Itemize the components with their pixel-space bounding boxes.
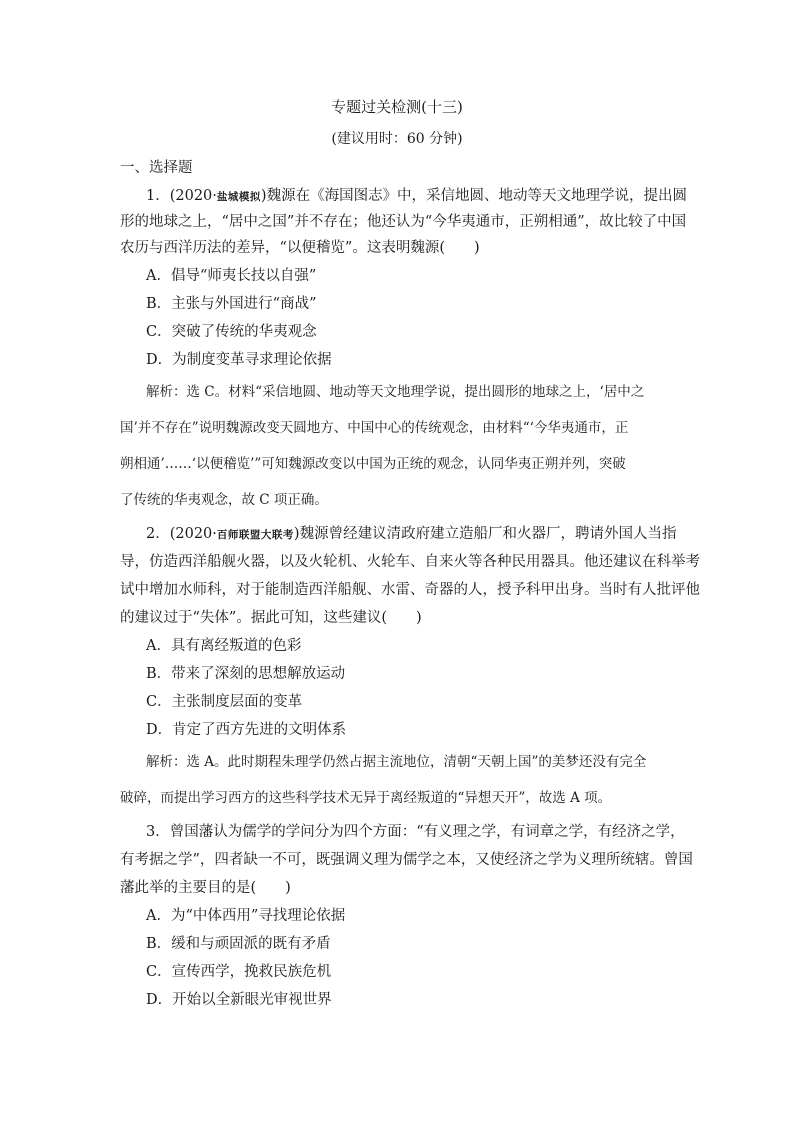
- question-1-line-3: 农历与西洋历法的差异，“以便稽览”。这表明魏源( ): [120, 240, 480, 256]
- question-1-analysis-line-4: 了传统的华夷观念，故 C 项正确。: [120, 492, 328, 508]
- question-1-source: 盐城模拟: [216, 191, 261, 203]
- question-3-line-1: 3．曾国藩认为儒学的学问分为四个方面：“有义理之学，有词章之学，有经济之学，: [146, 824, 685, 840]
- section-heading: 一、选择题: [120, 160, 193, 176]
- question-2-option-c: C．主张制度层面的变革: [146, 694, 303, 710]
- question-2-line-1: [146, 524, 677, 545]
- question-2-line-4: 的建议过于“失体”。据此可知，这些建议( ): [120, 610, 422, 626]
- question-2-number: 2．(2020·: [146, 526, 217, 542]
- question-1-option-a: A．倡导“师夷长技以自强”: [146, 268, 317, 284]
- question-3-option-a: A．为“中体西用”寻找理论依据: [146, 908, 346, 924]
- question-3-line-3: 藩此举的主要目的是( ): [120, 880, 291, 896]
- question-1-line-2: 形的地球之上，“居中之国”并不存在；他还认为“今华夷通市，正朔相通”，故比较了中国: [120, 214, 687, 230]
- question-3-line-2: 有考据之学”，四者缺一不可，既强调义理为儒学之本，又使经济之学为义理所统辖。曾国: [120, 852, 693, 868]
- question-1-analysis-line-3: 朔相通’……‘以便稽览’”可知魏源改变以中国为正统的观念，认同华夷正朔并列，突破: [120, 456, 626, 472]
- question-2-text: )魏源曾经建议清政府建立造船厂和火器厂，聘请外国人当指: [293, 526, 677, 542]
- question-2-analysis-line-1: 解析：选 A。此时期程朱理学仍然占据主流地位，清朝“天朝上国”的美梦还没有完全: [146, 754, 647, 770]
- question-2-line-3: 试中增加水师科，对于能制造西洋船舰、水雷、奇器的人，授予科甲出身。当时有人批评他: [120, 582, 700, 598]
- question-3-option-d: D．开始以全新眼光审视世界: [146, 992, 332, 1008]
- question-2-analysis-line-2: 破碎，而提出学习西方的这些科学技术无异于离经叛道的“异想天开”，故选 A 项。: [120, 790, 612, 806]
- question-2-line-2: 导，仿造西洋船舰火器，以及火轮机、火轮车、自来火等各种民用器具。他还建议在科举考: [120, 554, 700, 570]
- question-2-option-b: B．带来了深刻的思想解放运动: [146, 666, 346, 682]
- page-title: 专题过关检测(十三): [331, 98, 463, 116]
- question-1-option-b: B．主张与外国进行“商战”: [146, 296, 317, 312]
- question-1-analysis-line-1: 解析：选 C。材料“采信地圆、地动等天文地理学说，提出圆形的地球之上，‘居中之: [146, 384, 645, 400]
- question-3-option-c: C．宣传西学，挽救民族危机: [146, 964, 332, 980]
- question-1-text: )魏源在《海国图志》中，采信地圆、地动等天文地理学说，提出圆: [260, 188, 688, 204]
- question-1-analysis-line-2: 国’并不存在”说明魏源改变天圆地方、中国中心的传统观念，由材料“‘今华夷通市，正: [120, 420, 629, 436]
- question-1-option-d: D．为制度变革寻求理论依据: [146, 352, 332, 368]
- question-2-option-a: A．具有离经叛道的色彩: [146, 638, 302, 654]
- question-1-option-c: C．突破了传统的华夷观念: [146, 324, 317, 340]
- question-1-number: 1．(2020·: [146, 188, 217, 204]
- question-2-source: 百师联盟大联考: [216, 529, 294, 541]
- question-2-option-d: D．肯定了西方先进的文明体系: [146, 722, 347, 738]
- page-subtitle: (建议用时：60 分钟): [331, 131, 463, 147]
- question-3-option-b: B．缓和与顽固派的既有矛盾: [146, 936, 331, 952]
- question-1-line-1: [146, 186, 687, 207]
